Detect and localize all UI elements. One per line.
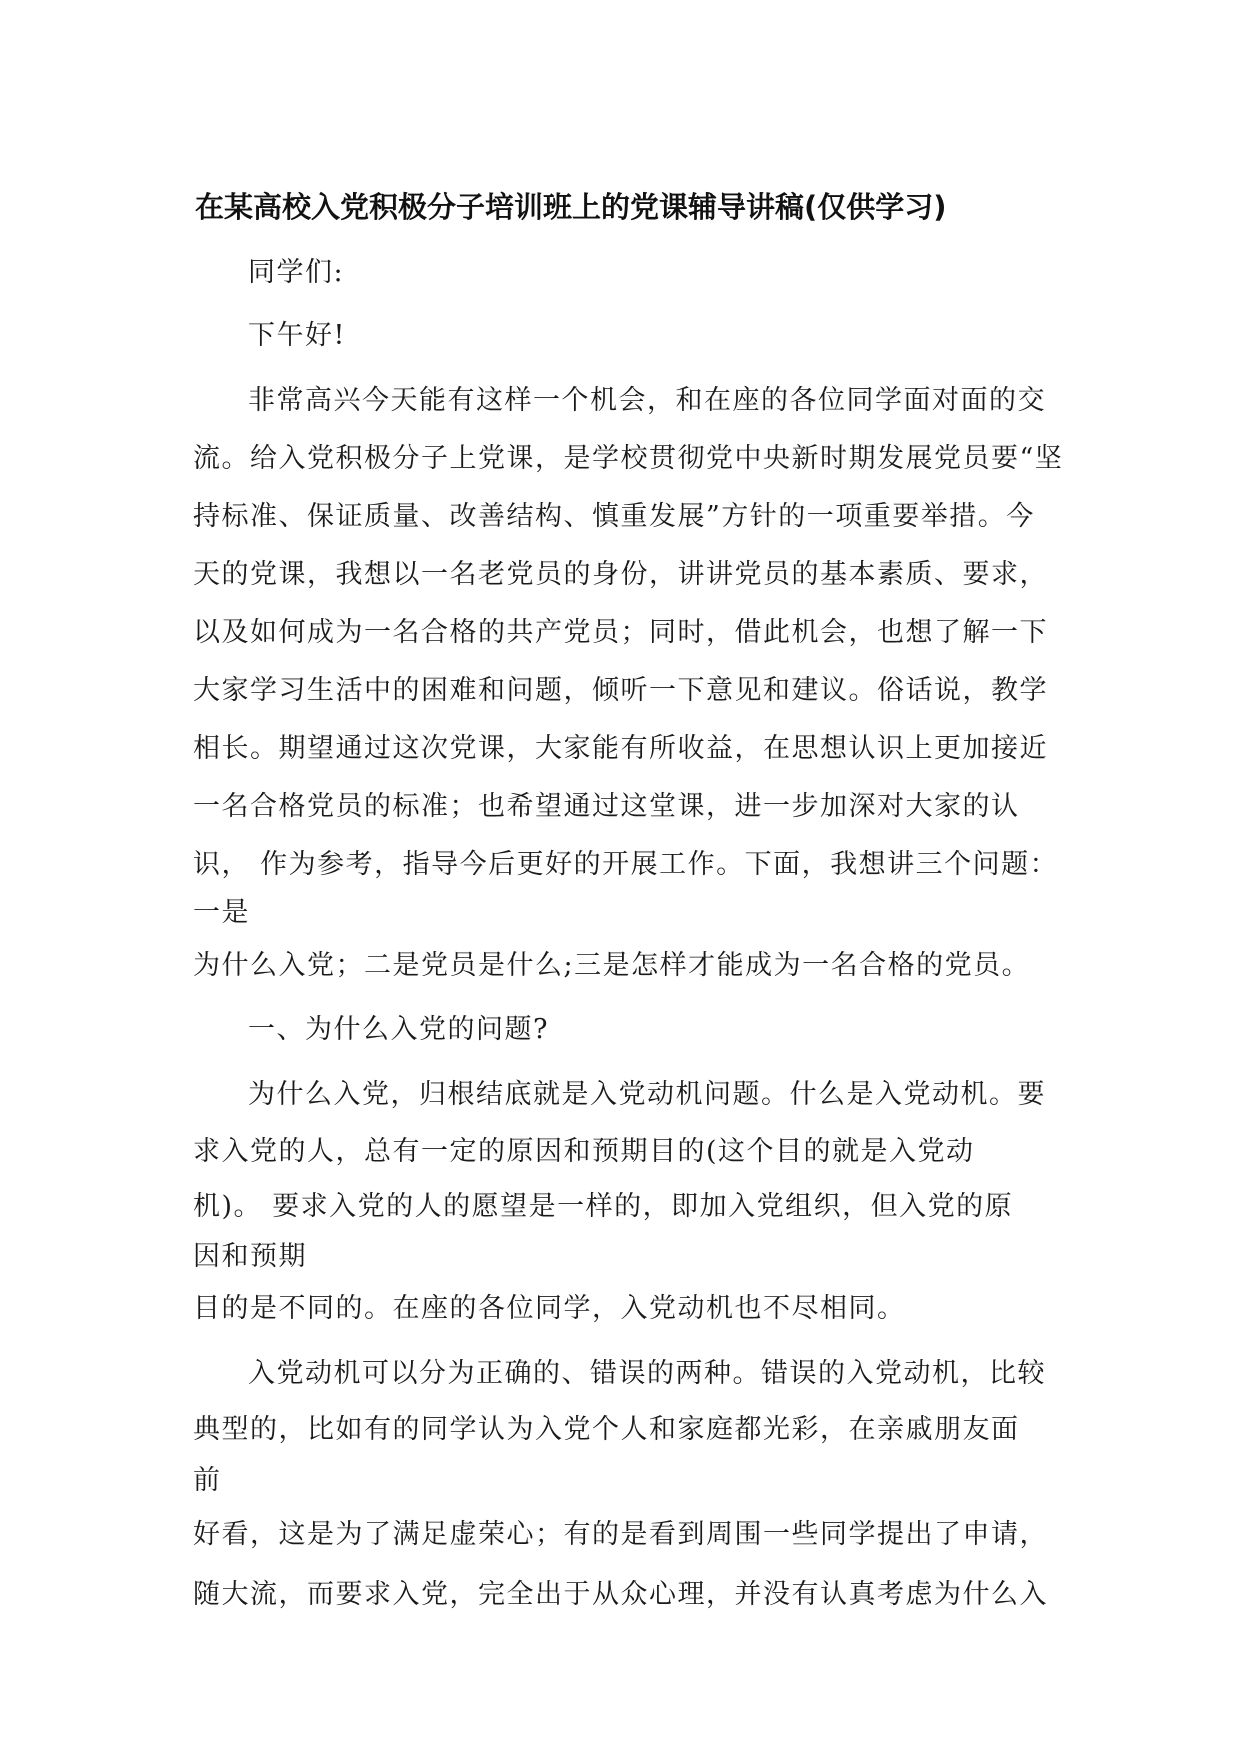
text-line: 一名合格党员的标准；也希望通过这堂课，进一步加深对大家的认	[193, 791, 1020, 822]
text-line: 为什么入党，归根结底就是入党动机问题。什么是入党动机。要	[248, 1079, 1046, 1110]
text-line-greeting: 同学们:	[248, 257, 345, 288]
section-heading: 一、为什么入党的问题?	[248, 1014, 549, 1045]
text-line: 随大流，而要求入党，完全出于从众心理，并没有认真考虑为什么入	[193, 1579, 1048, 1610]
text-line: 持标准、保证质量、改善结构、慎重发展”方针的一项重要举措。今	[193, 501, 1035, 532]
text-line: 大家学习生活中的困难和问题，倾听一下意见和建议。俗话说，教学	[193, 675, 1048, 706]
document-title: 在某高校入党积极分子培训班上的党课辅导讲稿(仅供学习)	[195, 190, 947, 224]
text-line: 机)。 要求入党的人的愿望是一样的，即加入党组织，但入党的原	[193, 1191, 1014, 1222]
text-line: 因和预期	[193, 1241, 307, 1272]
text-line: 相长。期望通过这次党课，大家能有所收益，在思想认识上更加接近	[193, 733, 1048, 764]
text-line: 目的是不同的。在座的各位同学，入党动机也不尽相同。	[193, 1293, 906, 1324]
text-line: 一是	[193, 897, 250, 928]
text-line: 识， 作为参考，指导今后更好的开展工作。下面，我想讲三个问题：	[193, 849, 1059, 880]
text-line: 前	[193, 1465, 222, 1496]
text-line: 天的党课，我想以一名老党员的身份，讲讲党员的基本素质、要求，	[193, 559, 1048, 590]
text-line: 为什么入党；二是党员是什么;三是怎样才能成为一名合格的党员。	[193, 950, 1031, 981]
text-line: 求入党的人，总有一定的原因和预期目的(这个目的就是入党动	[193, 1136, 975, 1167]
text-line: 入党动机可以分为正确的、错误的两种。错误的入党动机，比较	[248, 1358, 1046, 1389]
text-line: 非常高兴今天能有这样一个机会，和在座的各位同学面对面的交	[248, 385, 1046, 416]
text-line: 典型的，比如有的同学认为入党个人和家庭都光彩，在亲戚朋友面	[193, 1414, 1020, 1445]
text-line: 以及如何成为一名合格的共产党员；同时，借此机会，也想了解一下	[193, 617, 1048, 648]
text-line-good-afternoon: 下午好!	[248, 320, 346, 351]
text-line: 流。给入党积极分子上党课，是学校贯彻党中央新时期发展党员要“坚	[193, 443, 1064, 474]
text-line: 好看，这是为了满足虚荣心；有的是看到周围一些同学提出了申请，	[193, 1519, 1048, 1550]
